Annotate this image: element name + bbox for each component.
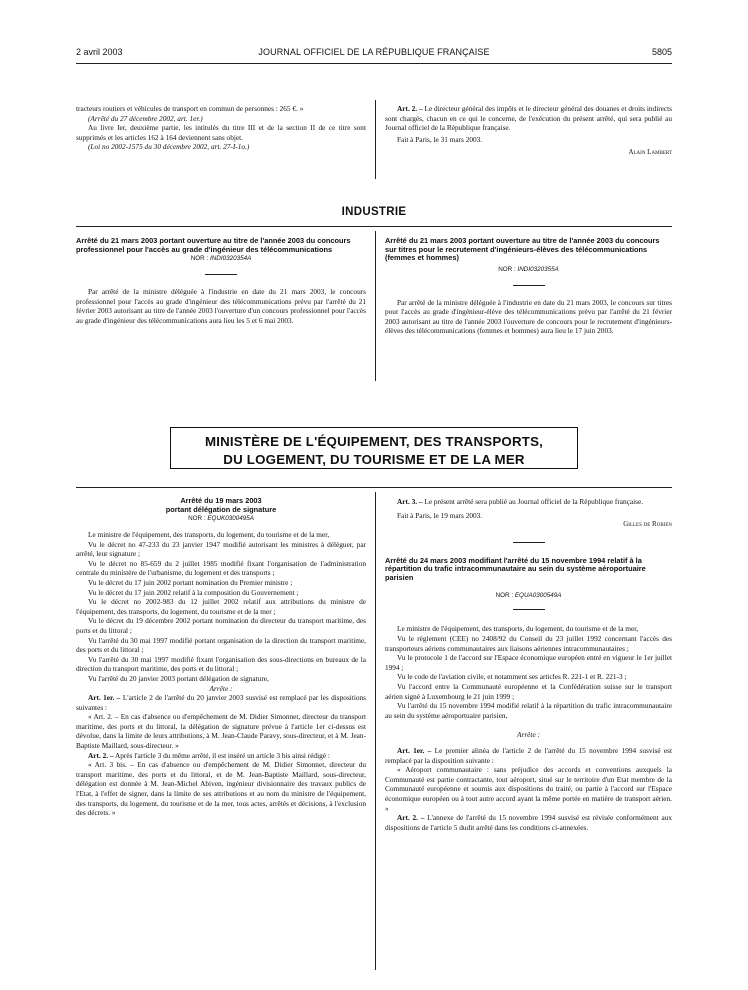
industrie-left-arrete: [76, 237, 366, 325]
article-paragraph: [76, 751, 366, 761]
article-paragraph: [385, 497, 672, 507]
article-label: Art. 2. –: [397, 813, 425, 823]
arrete-title: Arrêté du 24 mars 2003 modifiant l'arrêté du 15 novembre 1994 relatif à la répartition du trafic intracommunautaire au sein du système aéroportuaire parisien: [385, 555, 646, 583]
section-rule: [76, 487, 672, 488]
header-date: 2 avril 2003: [76, 47, 123, 57]
visa: Vu le décret du 19 décembre 2002 portant nomination du directeur du transport maritime, des ports et du littoral ;: [76, 616, 366, 635]
visa: Le ministre de l'équipement, des transports, du logement, du tourisme et de la mer,: [88, 530, 330, 539]
nor-label: NOR :: [498, 266, 518, 274]
signature: Gilles de Robien: [623, 520, 672, 529]
citation: (Loi no 2002-1575 du 30 décembre 2002, art. 27-I-1o.): [88, 142, 250, 152]
visa: Vu le code de l'aviation civile, et notamment ses articles R. 221-1 et R. 221-3 ;: [397, 672, 627, 682]
nor-reference: [76, 514, 366, 524]
article-text: Le directeur général des impôts et le directeur général des douanes et droits indirects sont chargés, chacun en ce qui le concerne, de l'exécution du présent arrêté, qui sera publié au Journal officiel de la République française.: [385, 104, 672, 133]
article-label: Art. 2. –: [397, 104, 423, 113]
ministry-title-line: DU LOGEMENT, DU TOURISME ET DE LA MER: [223, 452, 525, 467]
bottom-left-arrete: [76, 497, 366, 818]
article-label: Art. 1er. –: [397, 746, 432, 756]
ministry-title-line: MINISTÈRE DE L'ÉQUIPEMENT, DES TRANSPORTS,: [204, 434, 544, 449]
nor-code: EQUK0300495A: [207, 515, 254, 523]
quoted-provision: « Art. 2. – En cas d'absence ou d'empêchement de M. Didier Simonnet, directeur du transport maritime, des ports et du littoral, la délégation de signature prévue à l'article 1er ci-dessus est dévolue, dans la limite de leurs attributions, à M. Jean-Claude Paravy, sous-directeur, et à M. Jean-Baptiste Maillard, sous-directeur. »: [76, 712, 366, 751]
page-header: [76, 47, 672, 61]
nor-label: NOR :: [495, 591, 515, 599]
article-text: L'annexe de l'arrêté du 15 novembre 1994 susvisé est révisée conformément aux dispositions de l'article 5 dudit arrêté dans les conditions ci-annexées.: [385, 813, 672, 832]
header-page-number: 5805: [651, 47, 672, 57]
nor-reference: [385, 265, 672, 275]
signature: Alain Lambert: [628, 148, 672, 157]
section-rule: [76, 226, 672, 227]
top-right-column: [385, 104, 672, 158]
visa: Vu le décret no 47-233 du 23 janvier 1947 modifié autorisant les ministres à déléguer, par arrêté, leur signature ;: [76, 539, 366, 559]
quoted-provision: « Art. 3 bis. – En cas d'absence ou d'empêchement de M. Didier Simonnet, directeur du transport maritime, des ports et du littoral, et de M. Jean-Baptiste Maillard, sous-directeur, délégation est donnée à M. Jean-Michel Abiven, ingénieur divisionnaire des travaux publics de l'Etat, à l'effet de signer, dans la limite de ses attributions et au nom du ministre de l'équipement, des transports, du logement, du tourisme et de la mer, tous actes, arrêtés et décisions, à l'exclusion des décrets. »: [76, 760, 366, 818]
article-text: Le présent arrêté sera publié au Journal officiel de la République française.: [422, 497, 644, 506]
nor-label: NOR :: [188, 515, 208, 523]
column-divider: [375, 492, 376, 970]
visa: Vu le décret du 17 juin 2002 portant nomination du Premier ministre ;: [88, 577, 293, 587]
arrete-heading: Arrête :: [209, 683, 233, 693]
article-text: Après l'article 3 du même arrêté, il est inséré un article 3 bis ainsi rédigé :: [113, 750, 330, 760]
ministry-title-box: [170, 427, 578, 469]
short-rule: [205, 274, 237, 275]
arrete-body: Par arrêté de la ministre déléguée à l'industrie en date du 21 mars 2003, le concours professionnel pour l'accès au grade d'ingénieur des télécommunications prévu par l'arrêté du 21 février 2003 autorisant au titre de l'année 2003 l'ouverture d'un concours professionnel pour l'accès au grade d'ingénieur des télécommunications aura lieu les 5 et 6 mai 2003.: [76, 287, 366, 325]
short-rule: [513, 609, 545, 610]
arrete-heading: Arrête :: [517, 730, 540, 740]
visa: Vu le règlement (CEE) no 2408/92 du Conseil du 23 juillet 1992 concernant l'accès des transporteurs aériens communautaires aux liaisons aériennes intracommunautaires ;: [385, 634, 672, 653]
header-rule: [76, 63, 672, 64]
paragraph: tracteurs routiers et véhicules de transport en commun de personnes : 265 €. »: [76, 104, 304, 113]
visa: Vu le décret no 85-659 du 2 juillet 1985 modifié fixant l'organisation de l'administration centrale du ministère de l'urbanisme, du logement et des transports ;: [76, 558, 366, 578]
fait-line: Fait à Paris, le 31 mars 2003.: [397, 134, 483, 144]
visa: Vu le décret no 2002-983 du 12 juillet 2002 relatif aux attributions du ministre de l'équipement, des transports, du logement, du tourisme et de la mer ;: [76, 597, 366, 616]
nor-code: INDI0320355A: [517, 266, 559, 274]
bottom-right-column: [385, 497, 672, 832]
article-label: Art. 2. –: [88, 750, 114, 760]
arrete-title: Arrêté du 21 mars 2003 portant ouverture au titre de l'année 2003 du concours professionnel pour l'accès au grade d'ingénieur des télécommunications: [76, 236, 351, 254]
column-divider: [375, 231, 376, 381]
short-rule: [513, 542, 545, 543]
arrete-title: Arrêté du 21 mars 2003 portant ouverture au titre de l'année 2003 du concours sur titres pour le recrutement d'ingénieurs-élèves des télécommunications (femmes et hommes): [385, 236, 660, 263]
article-text: L'article 2 de l'arrêté du 20 janvier 2003 susvisé est remplacé par les dispositions suivantes :: [76, 693, 366, 712]
article-paragraph: [385, 813, 672, 832]
nor-code: INDI0320354A: [209, 255, 252, 263]
article-label: Art. 3. –: [397, 497, 423, 506]
industrie-right-arrete: [385, 237, 672, 336]
nor-label: NOR :: [190, 255, 210, 263]
column-divider: [375, 100, 376, 179]
arrete-subtitle: portant délégation de signature: [165, 504, 277, 514]
arrete-body: Par arrêté de la ministre déléguée à l'industrie en date du 21 mars 2003, le concours sur titres pour l'accès au grade d'ingénieur-élève des télécommunications prévu par l'arrêté du 21 février 2003 autorisant au titre de l'année 2003 l'ouverture de concours pour le recrutement d'ingénieurs-élèves des télécommunications (femmes et hommes) aura lieu le 17 juin 2003.: [385, 297, 672, 336]
nor-reference: [76, 254, 366, 264]
visa: Vu l'arrêté du 20 janvier 2003 portant délégation de signature,: [88, 673, 269, 683]
visa: Vu le décret du 17 juin 2002 relatif à la composition du Gouvernement ;: [88, 587, 299, 597]
visa: Vu l'arrêté du 30 mai 1997 modifié portant organisation de la direction du transport maritime, des ports et du littoral ;: [76, 635, 366, 655]
visa: Vu l'arrêté du 15 novembre 1994 modifié relatif à la répartition du trafic intracommunautaire au sein du système aéroportuaire parisien,: [385, 701, 672, 720]
short-rule: [513, 285, 545, 286]
article-paragraph: [76, 693, 366, 712]
top-left-column: [76, 104, 366, 152]
visa: Vu le protocole 1 de l'accord sur l'Espace économique européen entré en vigueur le 1er juillet 1994 ;: [385, 653, 672, 672]
arrete-title: Arrêté du 19 mars 2003: [180, 496, 262, 505]
nor-code: EQUA0300549A: [514, 591, 562, 599]
citation: (Arrêté du 27 décembre 2002, art. 1er.): [88, 113, 203, 123]
visa: Vu l'accord entre la Communauté européenne et la Confédération suisse sur le transport aérien signé à Luxembourg le 21 juin 1999 ;: [385, 682, 672, 701]
header-journal-title: JOURNAL OFFICIEL DE LA RÉPUBLIQUE FRANÇAISE: [258, 47, 490, 57]
article-text: Le premier alinéa de l'article 2 de l'arrêté du 15 novembre 1994 susvisé est remplacé par la disposition suivante :: [385, 746, 672, 765]
article-paragraph: [385, 104, 672, 133]
visa: Le ministre de l'équipement, des transports, du logement, du tourisme et de la mer,: [397, 624, 639, 634]
nor-reference: [385, 591, 672, 601]
quoted-provision: « Aéroport communautaire : sans préjudice des accords et conventions auxquels la Communauté est partie contractante, tout aéroport, situé sur le territoire d'un Etat membre de la Communauté européenne et soumis aux dispositions du traité, ou partie à l'accord sur l'Espace économique européen ou à tout autre accord ayant la même portée en matière de transport aérien. »: [385, 765, 672, 813]
article-label: Art. 1er. –: [88, 693, 121, 703]
section-title: INDUSTRIE: [341, 206, 407, 218]
article-paragraph: [385, 746, 672, 765]
visa: Vu l'arrêté du 30 mai 1997 modifié fixant l'organisation des sous-directions en bureaux de la direction du transport maritime, des ports et du littoral ;: [76, 654, 366, 674]
fait-line: Fait à Paris, le 19 mars 2003.: [397, 510, 483, 520]
paragraph: Au livre Ier, deuxième partie, les intitulés du titre III et de la section II de ce titre sont supprimés et les articles 162 à 164 deviennent sans objet.: [76, 123, 366, 142]
